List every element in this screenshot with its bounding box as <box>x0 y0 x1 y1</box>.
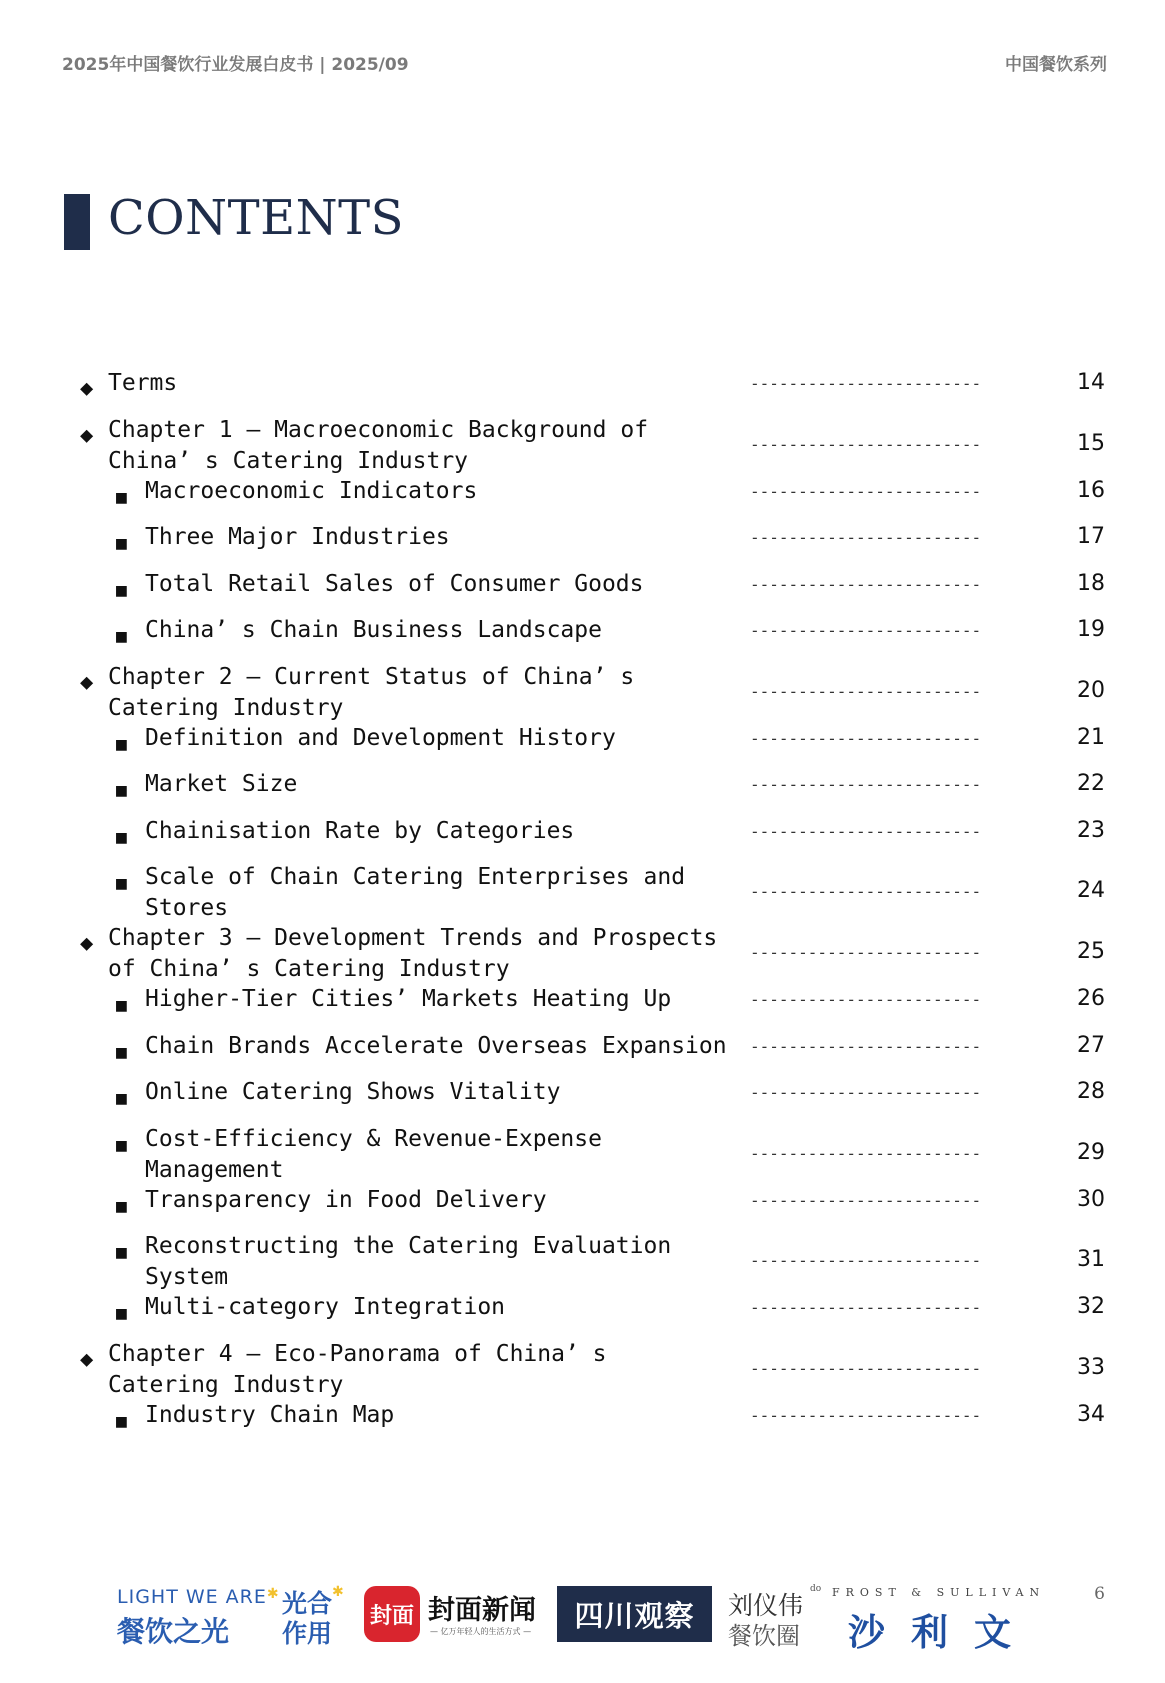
toc-entry-page: 24 <box>1077 878 1105 903</box>
liuyiwei-logo-line2: 餐饮圈 <box>728 1622 800 1650</box>
toc-entry-leader: ------------------------ <box>750 621 982 640</box>
square-bullet-icon: ■ <box>116 1088 127 1109</box>
toc-entry-page: 34 <box>1077 1401 1105 1427</box>
toc-entry-page: 32 <box>1077 1294 1105 1319</box>
toc-entry-page: 21 <box>1077 724 1105 750</box>
title-accent-bar <box>64 194 90 250</box>
toc-entry-leader: ------------------------ <box>750 1083 982 1102</box>
toc-entry-leader: ------------------------ <box>750 1036 982 1056</box>
toc-entry-label: Chapter 2 – Current Status of China’ s Catering Industry <box>108 663 635 721</box>
toc-entry-leader: ------------------------ <box>750 990 982 1009</box>
toc-entry-page: 19 <box>1077 617 1105 642</box>
square-bullet-icon: ■ <box>116 873 127 894</box>
square-bullet-icon: ■ <box>116 533 127 554</box>
diamond-bullet-icon: ◆ <box>80 931 94 956</box>
toc-entry-page: 15 <box>1077 430 1105 456</box>
toc-entry-leader: ------------------------ <box>750 882 982 901</box>
diamond-bullet-icon: ◆ <box>80 376 94 401</box>
square-bullet-icon: ■ <box>116 733 127 755</box>
toc-entry-leader: ------------------------ <box>750 728 982 748</box>
toc-entry-label: Macroeconomic Indicators <box>145 477 478 504</box>
toc-entry-page: 16 <box>1077 477 1105 503</box>
header-left-title: 2025年中国餐饮行业发展白皮书 | 2025/09 <box>62 55 409 75</box>
toc-entry-page: 26 <box>1077 986 1105 1011</box>
toc-entry-page: 25 <box>1077 939 1105 964</box>
toc-entry-label: Online Catering Shows Vitality <box>145 1079 561 1105</box>
toc-entry-label: Terms <box>108 370 178 396</box>
toc-entry-leader: ------------------------ <box>750 481 982 501</box>
toc-entry-leader: ------------------------ <box>750 1298 982 1317</box>
toc-entry-label: Chapter 1 – Macroeconomic Background of China’ s Catering Industry <box>108 416 649 474</box>
square-bullet-icon: ■ <box>116 1134 127 1156</box>
toc-entry-label: Chapter 3 – Development Trends and Prospects of China’ s Catering Industry <box>108 925 718 982</box>
toc-entry-label: Chainisation Rate by Categories <box>145 817 575 844</box>
square-bullet-icon: ■ <box>116 1242 127 1263</box>
toc-entry-label: Chain Brands Accelerate Overseas Expansion <box>145 1032 727 1059</box>
toc-entry-leader: ------------------------ <box>750 574 982 594</box>
toc-entry-leader: ------------------------ <box>750 821 982 841</box>
square-bullet-icon: ■ <box>116 1195 127 1217</box>
page-title: CONTENTS <box>108 190 405 246</box>
square-bullet-icon: ■ <box>116 1041 127 1063</box>
liuyiwei-logo-line1: 刘仪伟 <box>728 1591 804 1620</box>
toc-entry[interactable] <box>0 1401 1165 1459</box>
toc-entry-leader: ------------------------ <box>750 1251 982 1270</box>
square-bullet-icon: ■ <box>116 579 127 601</box>
toc-entry-label: Transparency in Food Delivery <box>145 1186 547 1213</box>
toc-entry-leader: ------------------------ <box>750 1190 982 1210</box>
frost-sullivan-logo-en: FROST & SULLIVAN <box>832 1586 1046 1599</box>
toc-entry-leader: ------------------------ <box>750 1405 982 1425</box>
toc-entry-label: Chapter 4 – Eco-Panorama of China’ s Catering Industry <box>108 1340 607 1398</box>
toc-entry-label: Scale of Chain Catering Enterprises and Stores <box>145 864 686 921</box>
toc-entry-page: 29 <box>1077 1139 1105 1165</box>
toc-entry-page: 31 <box>1077 1247 1105 1272</box>
guanghe-logo-line1: 光合✱ <box>282 1584 344 1618</box>
toc-entry-leader: ------------------------ <box>750 775 982 794</box>
fengmian-logo-slogan: — 亿万年轻人的生活方式 — <box>430 1627 532 1636</box>
header-right-series: 中国餐饮系列 <box>1005 55 1107 75</box>
lightweare-logo-cn: 餐饮之光 <box>117 1615 230 1648</box>
toc-entry-page: 30 <box>1077 1186 1105 1212</box>
diamond-bullet-icon: ◆ <box>80 1346 94 1372</box>
toc-entry-page: 17 <box>1077 524 1105 549</box>
toc-entry-label: Reconstructing the Catering Evaluation System <box>145 1233 672 1290</box>
toc-entry-label: Total Retail Sales of Consumer Goods <box>145 570 644 597</box>
square-bullet-icon: ■ <box>116 626 127 647</box>
square-bullet-icon: ■ <box>116 1410 127 1432</box>
toc-entry-page: 14 <box>1077 370 1105 395</box>
toc-entry-leader: ------------------------ <box>750 434 982 454</box>
toc-entry-label: Multi-category Integration <box>145 1294 506 1320</box>
lightweare-logo-text: LIGHT WE ARE✱ <box>117 1586 280 1608</box>
diamond-bullet-icon: ◆ <box>80 422 94 448</box>
toc-entry-page: 33 <box>1077 1354 1105 1380</box>
toc-entry-label: Industry Chain Map <box>145 1401 395 1428</box>
toc-entry-label: Three Major Industries <box>145 524 450 550</box>
toc-entry-leader: ------------------------ <box>750 1143 982 1163</box>
toc-entry-label: Definition and Development History <box>145 724 616 751</box>
sichuan-guancha-logo: 四川观察 <box>557 1586 712 1642</box>
toc-entry-page: 23 <box>1077 817 1105 843</box>
toc-entry-label: Higher-Tier Cities’ Markets Heating Up <box>145 986 672 1012</box>
toc-entry-page: 18 <box>1077 570 1105 596</box>
toc-entry-leader: ------------------------ <box>750 1358 982 1378</box>
square-bullet-icon: ■ <box>116 1303 127 1324</box>
toc-entry-label: Market Size <box>145 771 298 797</box>
toc-entry-page: 27 <box>1077 1032 1105 1058</box>
liuyiwei-logo-do: do <box>810 1584 822 1594</box>
fengmian-logo-text: 封面新闻 <box>428 1595 536 1626</box>
toc-entry-label: Cost-Efficiency & Revenue-Expense Management <box>145 1125 602 1183</box>
diamond-bullet-icon: ◆ <box>80 669 94 695</box>
fengmian-logo-badge: 封面 <box>364 1586 420 1642</box>
toc-entry-label: China’ s Chain Business Landscape <box>145 617 602 643</box>
guanghe-logo-line2: 作用 <box>282 1619 333 1648</box>
frost-sullivan-logo-cn: 沙利文 <box>848 1611 1037 1654</box>
page-number: 6 <box>1094 1584 1105 1604</box>
footer-logos <box>0 1580 1165 1660</box>
square-bullet-icon: ■ <box>116 486 127 508</box>
square-bullet-icon: ■ <box>116 995 127 1016</box>
toc-entry-page: 20 <box>1077 677 1105 703</box>
square-bullet-icon: ■ <box>116 780 127 801</box>
toc-entry-page: 22 <box>1077 771 1105 796</box>
toc-entry-leader: ------------------------ <box>750 681 982 701</box>
toc-entry-leader: ------------------------ <box>750 943 982 962</box>
toc-entry-leader: ------------------------ <box>750 528 982 547</box>
toc-entry-page: 28 <box>1077 1079 1105 1104</box>
toc-entry-leader: ------------------------ <box>750 374 982 393</box>
square-bullet-icon: ■ <box>116 826 127 848</box>
